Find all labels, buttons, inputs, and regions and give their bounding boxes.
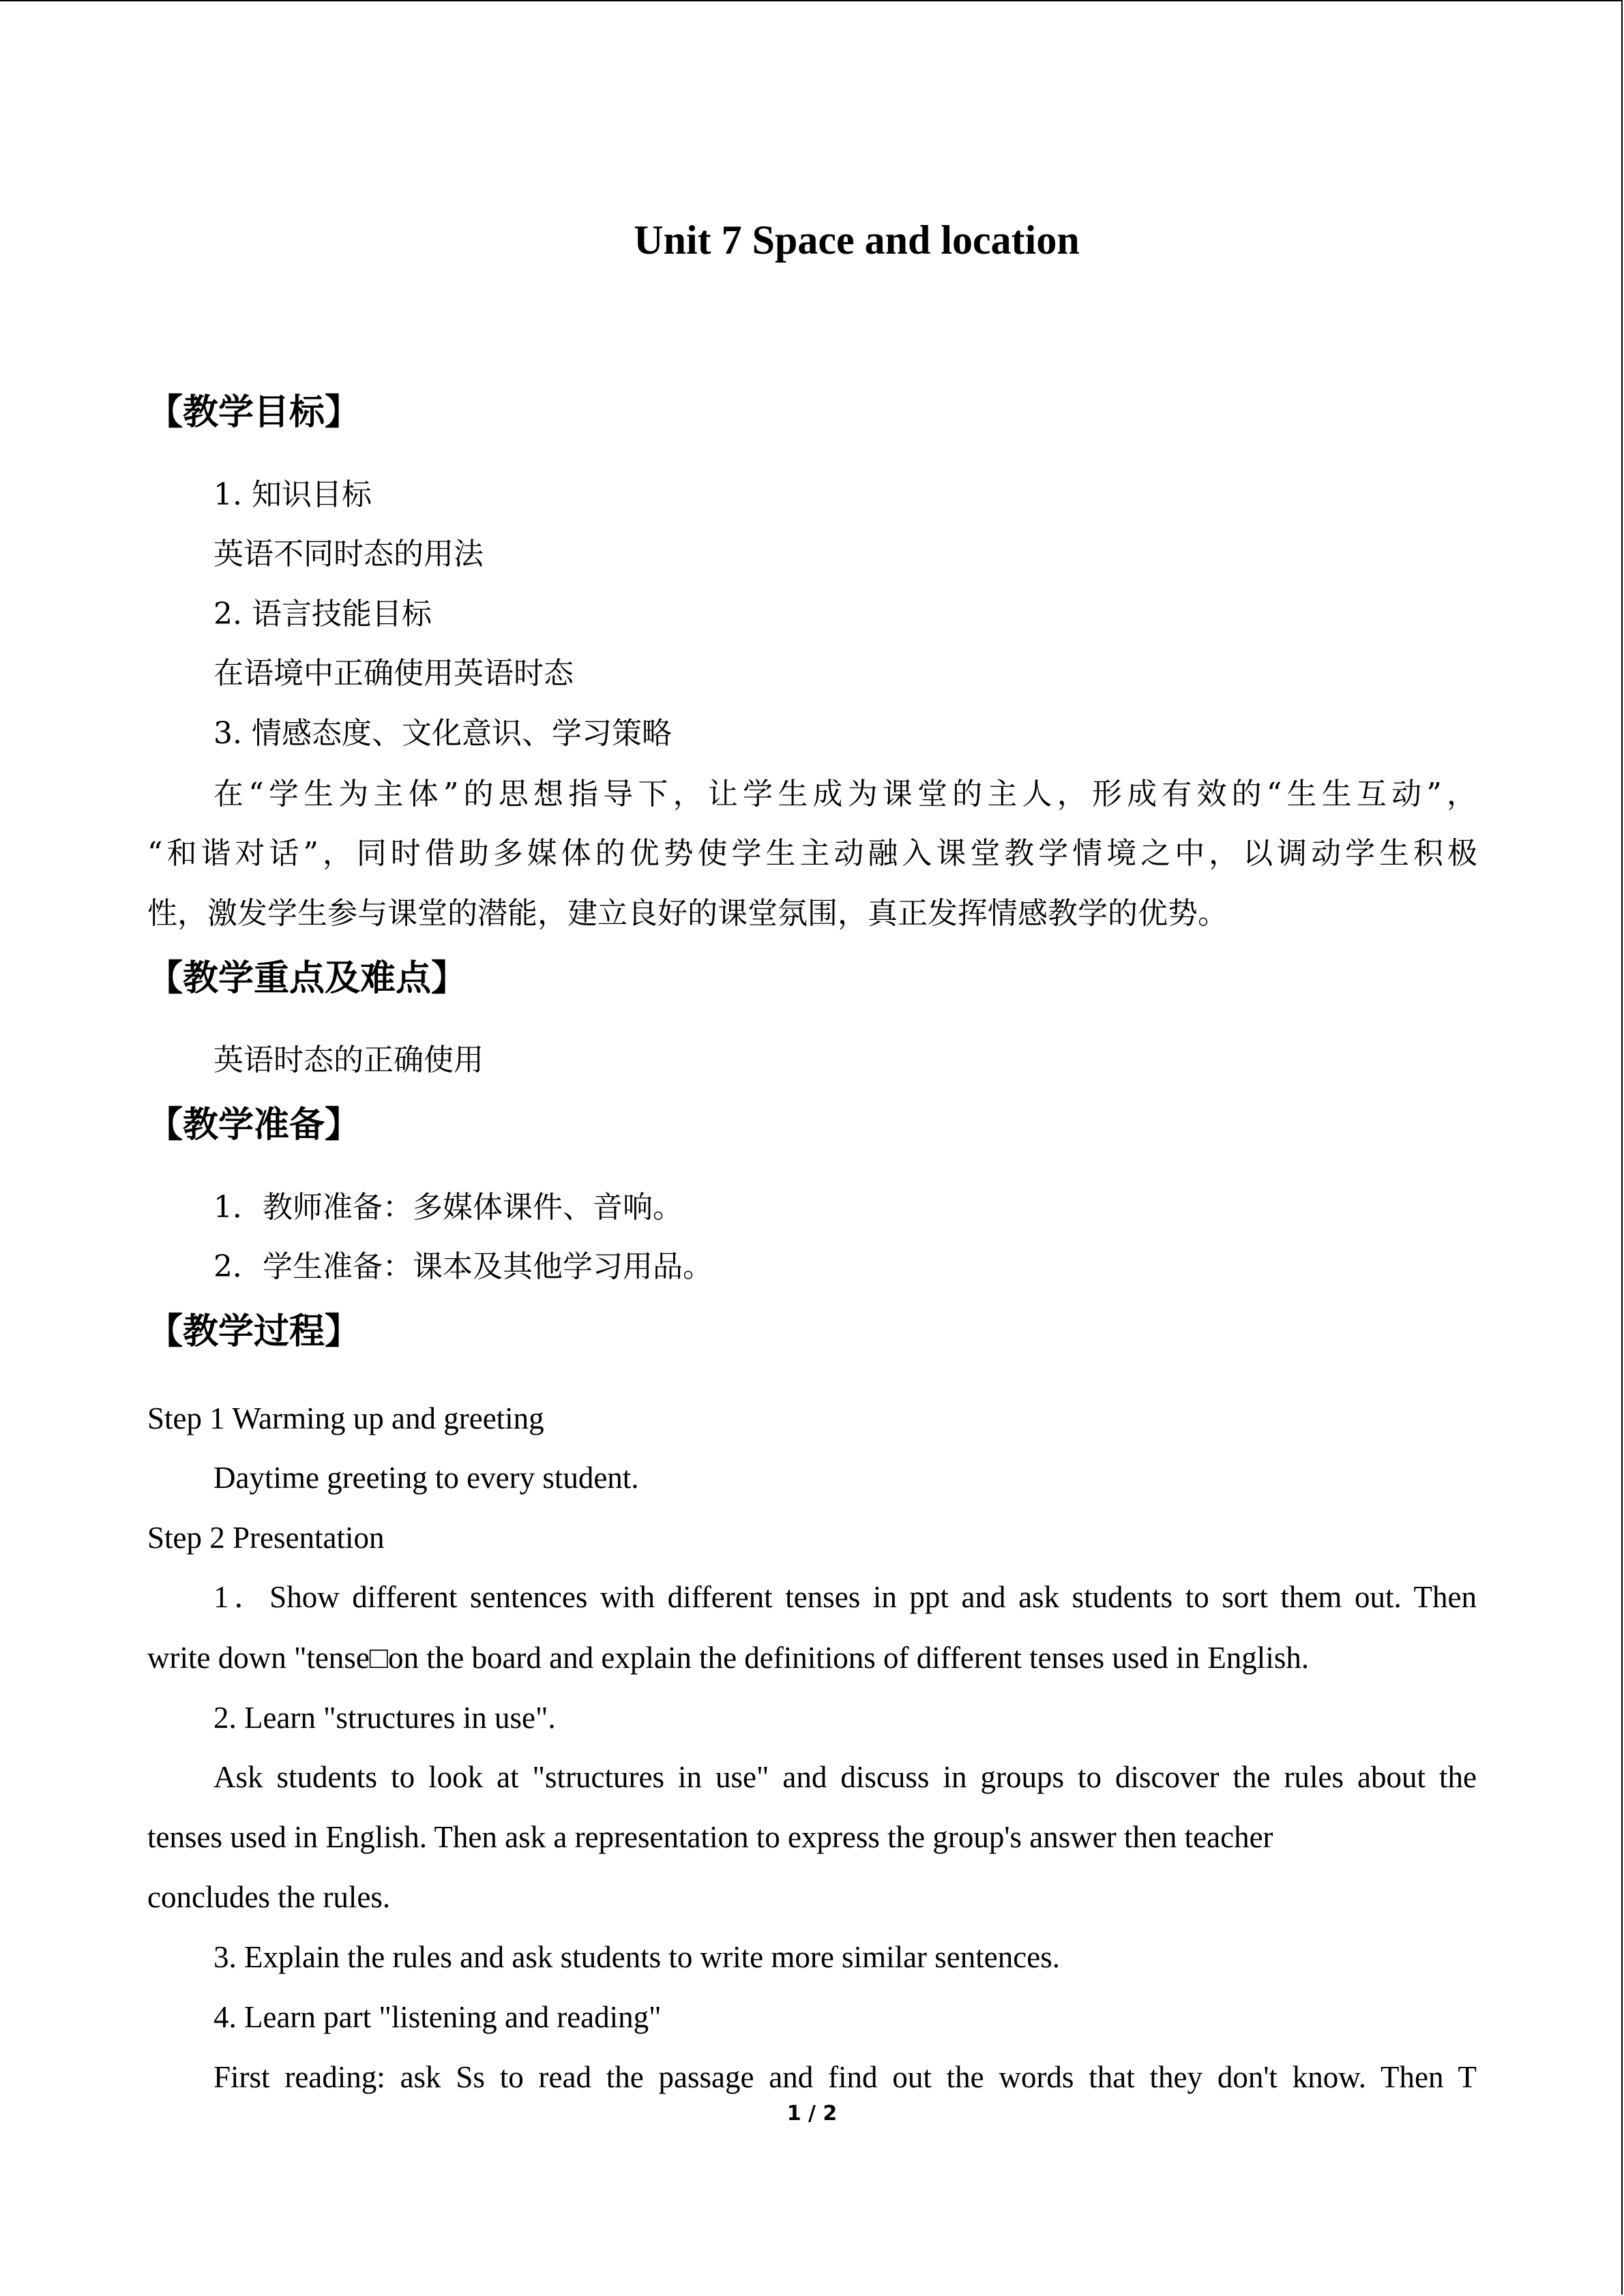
section-heading-process: 【教学过程】 <box>147 1311 361 1352</box>
preparation-item-1: 1．教师准备：多媒体课件、音响。 <box>213 1190 683 1225</box>
step-1-title: Step 1 Warming up and greeting <box>147 1401 544 1435</box>
objective-item-1-label: 1. 知识目标 <box>213 477 372 512</box>
preparation-item-2: 2．学生准备：课本及其他学习用品。 <box>213 1249 713 1284</box>
objective-item-3-paragraph-line-1: 在“学生为主体”的思想指导下，让学生成为课堂的主人，形成有效的“生生互动”， <box>213 777 1477 811</box>
step-2-paragraph-3-line-3: concludes the rules. <box>147 1880 391 1914</box>
step-2-paragraph-5: 4. Learn part "listening and reading" <box>213 2000 662 2034</box>
step-2-paragraph-3-line-1: Ask students to look at "structures in use" and discuss in groups to discover the rules about the <box>213 1760 1477 1794</box>
step-1-text: Daytime greeting to every student. <box>213 1461 639 1495</box>
page-number: 1 / 2 <box>786 2102 838 2126</box>
step-2-paragraph-4: 3. Explain the rules and ask students to write more similar sentences. <box>213 1940 1060 1974</box>
section-heading-objectives: 【教学目标】 <box>147 392 361 433</box>
key-points-text: 英语时态的正确使用 <box>213 1043 484 1077</box>
section-heading-key-points: 【教学重点及难点】 <box>147 958 467 999</box>
step-2-paragraph-1-line-2: write down "tense□on the board and explain the definitions of different tenses used in English. <box>147 1641 1310 1675</box>
objective-item-3-paragraph-line-2: “和谐对话”，同时借助多媒体的优势使学生主动融入课堂教学情境之中，以调动学生积极 <box>147 836 1477 871</box>
objective-item-2-label: 2. 语言技能目标 <box>213 597 432 631</box>
section-heading-preparation: 【教学准备】 <box>147 1105 361 1146</box>
step-2-paragraph-1-line-1: 1．Show different sentences with different tenses in ppt and ask students to sort them out. Then <box>213 1580 1477 1614</box>
step-2-paragraph-3-line-2: tenses used in English. Then ask a representation to express the group's answer then teacher <box>147 1820 1273 1854</box>
step-2-paragraph-6-line-1: First reading: ask Ss to read the passage and find out the words that they don't know. Then T <box>213 2060 1477 2094</box>
objective-item-3-label: 3. 情感态度、文化意识、学习策略 <box>213 716 672 751</box>
step-2-title: Step 2 Presentation <box>147 1521 385 1555</box>
step-2-paragraph-2: 2. Learn "structures in use". <box>213 1701 556 1735</box>
objective-item-1-text: 英语不同时态的用法 <box>213 537 484 571</box>
document-title: Unit 7 Space and location <box>634 218 1080 263</box>
objective-item-2-text: 在语境中正确使用英语时态 <box>213 656 574 691</box>
objective-item-3-paragraph-line-3: 性，激发学生参与课堂的潜能，建立良好的课堂氛围，真正发挥情感教学的优势。 <box>147 896 1228 931</box>
